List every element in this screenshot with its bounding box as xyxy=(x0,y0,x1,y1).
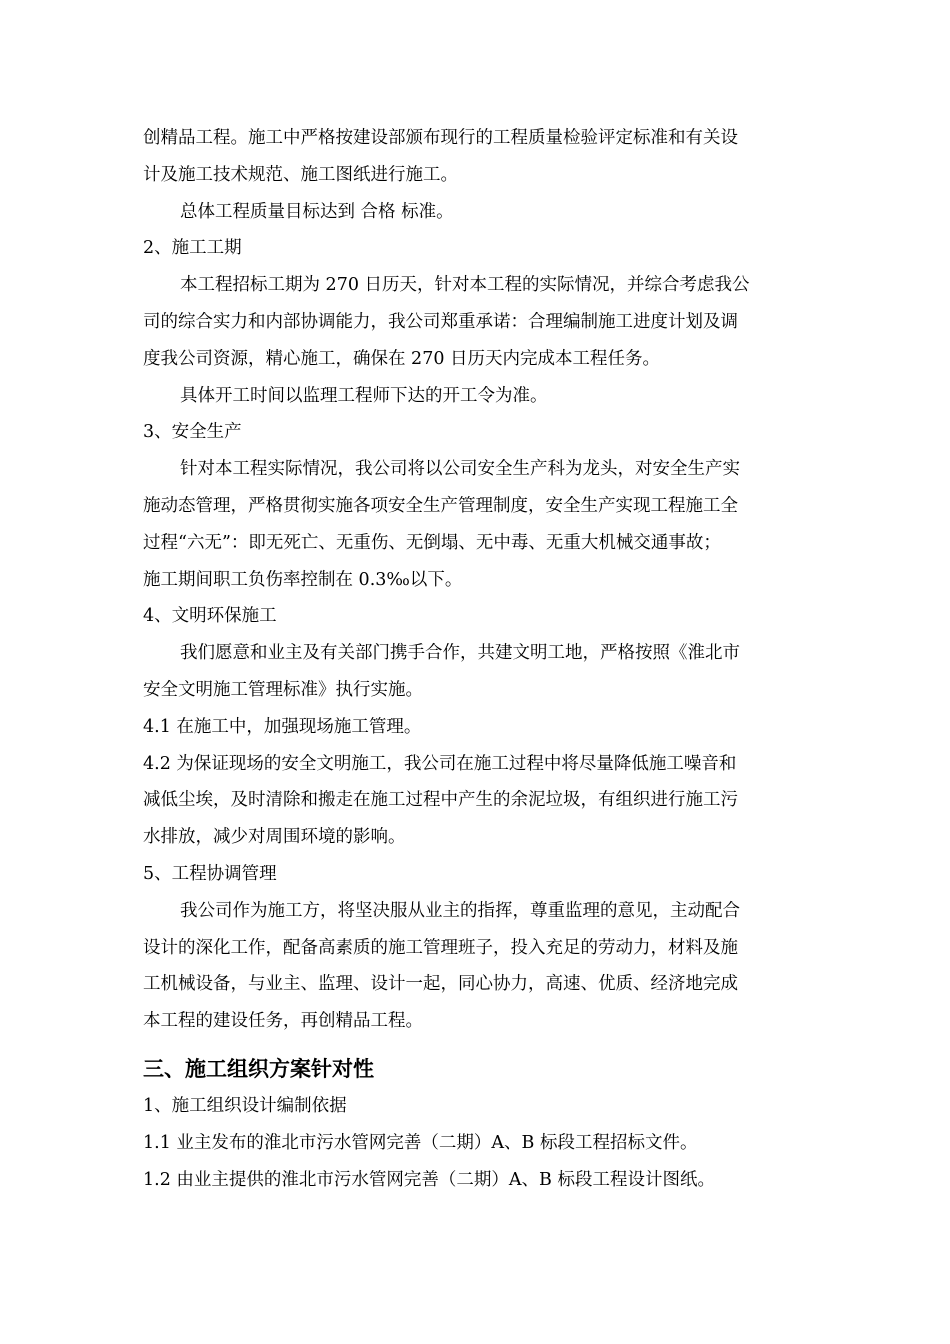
paragraph-line: 计及施工技术规范、施工图纸进行施工。 xyxy=(143,164,458,185)
paragraph-line: 本工程的建设任务，再创精品工程。 xyxy=(143,1011,423,1032)
paragraph-line: 针对本工程实际情况，我公司将以公司安全生产科为龙头，对安全生产实 xyxy=(180,459,740,480)
paragraph-line: 我们愿意和业主及有关部门携手合作，共建文明工地，严格按照《淮北市 xyxy=(180,643,740,664)
paragraph-line: 总体工程质量目标达到 合格 标准。 xyxy=(180,201,454,222)
subsection-title: 1、施工组织设计编制依据 xyxy=(143,1095,347,1116)
paragraph-line: 我公司作为施工方，将坚决服从业主的指挥，尊重监理的意见，主动配合 xyxy=(180,900,740,921)
subsection-title: 5、工程协调管理 xyxy=(143,863,277,884)
paragraph-line: 本工程招标工期为 270 日历天，针对本工程的实际情况，并综合考虑我公 xyxy=(180,275,750,296)
paragraph-line: 工机械设备，与业主、监理、设计一起，同心协力，高速、优质、经济地完成 xyxy=(143,974,738,995)
paragraph-line: 创精品工程。施工中严格按建设部颁布现行的工程质量检验评定标准和有关设 xyxy=(143,128,738,148)
paragraph-line: 施工期间职工负伤率控制在 0.3‰以下。 xyxy=(143,569,463,590)
paragraph-line: 减低尘埃，及时清除和搬走在施工过程中产生的余泥垃圾，有组织进行施工污 xyxy=(143,790,738,811)
section-heading: 三、施工组织方案针对性 xyxy=(143,1056,374,1081)
numbered-item: 4.1 在施工中，加强现场施工管理。 xyxy=(143,716,422,737)
document-body xyxy=(143,120,813,1198)
paragraph-line: 设计的深化工作，配备高素质的施工管理班子，投入充足的劳动力，材料及施 xyxy=(143,937,738,958)
subsection-title: 4、文明环保施工 xyxy=(143,606,277,627)
paragraph-line: 度我公司资源，精心施工，确保在 270 日历天内完成本工程任务。 xyxy=(143,348,661,369)
numbered-item: 4.2 为保证现场的安全文明施工，我公司在施工过程中将尽量降低施工噪音和 xyxy=(143,753,737,774)
paragraph-line: 司的综合实力和内部协调能力，我公司郑重承诺：合理编制施工进度计划及调 xyxy=(143,311,738,332)
paragraph-line: 安全文明施工管理标准》执行实施。 xyxy=(143,679,423,700)
numbered-item: 1.2 由业主提供的淮北市污水管网完善（二期）A、B 标段工程设计图纸。 xyxy=(143,1169,715,1190)
paragraph-line: 过程“六无”：即无死亡、无重伤、无倒塌、无中毒、无重大机械交通事故； xyxy=(143,532,721,553)
subsection-title: 3、安全生产 xyxy=(143,422,242,443)
paragraph-line: 水排放，减少对周围环境的影响。 xyxy=(143,827,406,848)
paragraph-line: 施动态管理，严格贯彻实施各项安全生产管理制度，安全生产实现工程施工全 xyxy=(143,495,738,516)
paragraph-line: 具体开工时间以监理工程师下达的开工令为准。 xyxy=(180,385,548,406)
subsection-title: 2、施工工期 xyxy=(143,238,242,259)
numbered-item: 1.1 业主发布的淮北市污水管网完善（二期）A、B 标段工程招标文件。 xyxy=(143,1132,698,1153)
